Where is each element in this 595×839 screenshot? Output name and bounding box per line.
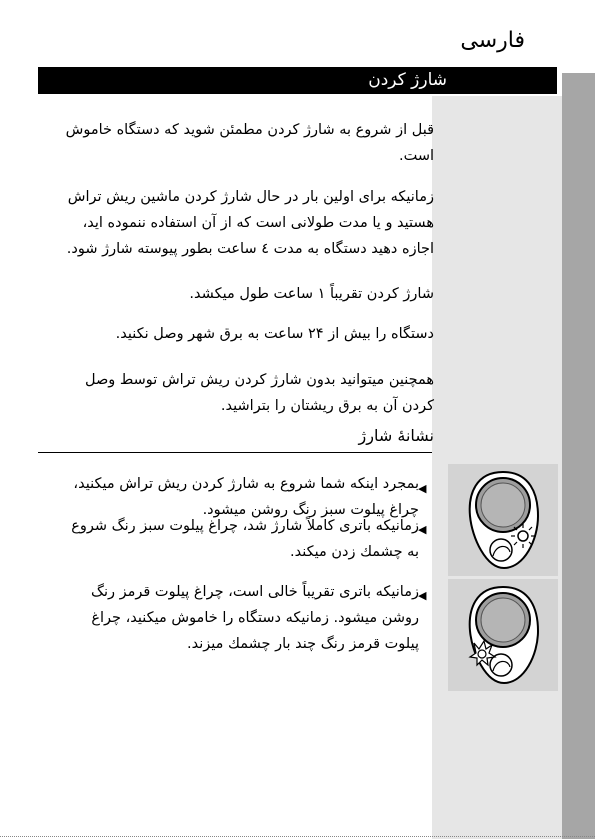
section-title: شارژ کردن — [368, 70, 447, 90]
subsection-title: نشانهٔ شارژ — [358, 426, 434, 445]
paragraph-charge-time: شارژ کردن تقریباً ۱ ساعت طول میکشد. — [189, 286, 434, 302]
paragraph-first-charge: زمانیکه برای اولین بار در حال شارژ کردن ماشین ریش تراش هستید و یا مدت طولانی است که از آن استفاده ننموده اید، اجازه دهید دستگاه به مدت ٤ ساعت بطور پیوسته شارژ شود. — [66, 189, 434, 257]
section-bar — [38, 67, 557, 94]
shaver-green-light-figure — [448, 464, 558, 576]
page-tab — [562, 73, 595, 839]
page-cut-line — [0, 836, 595, 837]
charge-item-green-on: بمجرد اینکه شما شروع به شارژ کردن ریش تراش میکنید، چراغ پیلوت سبز رنگ روشن میشود. — [73, 476, 419, 518]
paragraph-max-hours: دستگاه را بیش از ۲۴ ساعت به برق شهر وصل نکنید. — [115, 326, 434, 342]
shaver-red-light-figure — [448, 579, 558, 691]
bullet-icon: ◀ — [418, 589, 427, 602]
divider — [38, 452, 432, 453]
bullet-icon: ◀ — [418, 523, 427, 536]
shaver-green-light-icon — [448, 464, 558, 576]
bullet-icon: ◀ — [418, 482, 427, 495]
paragraph-mains-shaving: همچنین میتوانید بدون شارژ کردن ریش تراش توسط وصل کردن آن به برق ریشتان را بتراشید. — [84, 372, 434, 414]
paragraph-switch-off: قبل از شروع به شارژ کردن مطمئن شوید که دستگاه خاموش است. — [65, 122, 434, 164]
language-label: فارسی — [460, 28, 525, 53]
charge-item-green-blink: زمانیکه باتری کاملاً شارژ شد، چراغ پیلوت سبز رنگ شروع به چشمك زدن میکند. — [71, 518, 419, 560]
shaver-red-light-icon — [448, 579, 558, 691]
charge-item-red: زمانیکه باتری تقریباً خالی است، چراغ پیلوت قرمز رنگ روشن میشود. زمانیکه دستگاه را خاموش میکنید، چراغ پیلوت قرمز رنگ چند بار چشمك میزند. — [91, 584, 419, 652]
